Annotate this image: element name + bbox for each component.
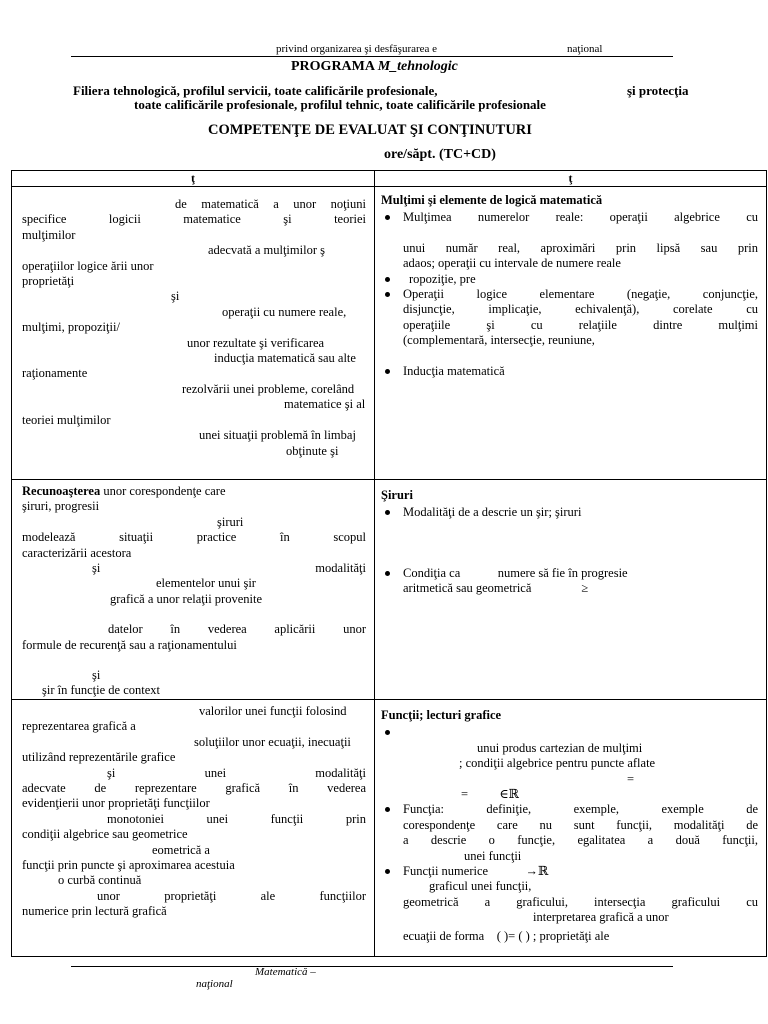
content-line (381, 787, 758, 802)
bullet-item: Operaţii logice elementare (negaţie, conjuncţie, (381, 287, 758, 302)
header-line1-right: naţional (567, 43, 603, 55)
content-line: (complementară, intersecţie, reuniune, (403, 333, 595, 348)
content-line: ; condiţii algebrice pentru puncte aflate (459, 756, 656, 771)
row3-left-line: o curbă continuă (58, 873, 142, 888)
row1-left-line: de matematică a unor noţiuni (175, 197, 366, 211)
row1-competencies (12, 187, 375, 480)
row3-left-line: valorilor unei funcţii folosind (199, 703, 347, 718)
hours-label: ore/săpt. (TC+CD) (384, 147, 496, 162)
section-title: COMPETENŢE DE EVALUAT ŞI CONŢINUTURI (208, 122, 532, 138)
footer-line1: Matematică – (255, 966, 316, 978)
row2-left-line: şir în funcţie de context (42, 683, 161, 698)
header-line1-left: privind organizarea şi desfăşurarea e (276, 43, 438, 55)
content-line: a descrie o funcţie, egalitatea a două funcţii, (403, 833, 758, 848)
bullet-item: Funcţia: definiţie, exemple, exemple de (381, 802, 758, 817)
geq-symbol: ≥ (581, 581, 589, 596)
section-title-sequences: Şiruri (381, 488, 413, 502)
row2-left-line: şiruri, progresii (22, 499, 100, 514)
row3-left-line: unor proprietăţi ale funcţiilor (97, 888, 366, 903)
content-line: geometrică a graficului, intersecţia graficului cu (403, 894, 758, 909)
row2-contents (375, 480, 767, 700)
row1-left-line: proprietăţi (22, 274, 75, 289)
col-left-header: ţ (12, 171, 375, 187)
row3-competencies (12, 699, 375, 956)
row3-left-line: evidenţierii unor proprietăţi funcţiilor (22, 796, 210, 811)
competency-table (11, 170, 767, 957)
row1-left-line: matematice şi al (284, 397, 366, 412)
row1-left-line: specifice logicii matematice şi teoriei (22, 212, 366, 227)
filiera-line2: toate calificările profesionale, profilul tehnic, toate calificările profesionale (134, 97, 546, 112)
table-row (12, 187, 767, 480)
filiera-line1-right: şi protecţia (627, 83, 689, 98)
header-rule (71, 56, 673, 57)
row1-left-line: operaţii cu numere reale, (222, 304, 347, 319)
filiera-line1: Filiera tehnologică, profilul servicii, toate calificările profesionale, (73, 83, 438, 98)
content-line: unei funcţii (464, 848, 522, 863)
row3-left-line: condiţii algebrice sau geometrice (22, 827, 188, 842)
table-row (12, 480, 767, 700)
content-line: operaţiile şi cu relaţiile dintre mulţimi (403, 317, 758, 332)
bullet-text: numere să fie în progresie (497, 565, 628, 580)
row2-left-line: modelează situaţii practice în scopul (22, 530, 366, 545)
row2-left-text: unor corespondenţe care (103, 484, 226, 498)
bullet-item: Modalităţi de a descrie un şir; şiruri (381, 505, 758, 520)
row1-contents (375, 187, 767, 480)
footer-line2: naţional (196, 978, 233, 990)
row3-left-line: monotoniei unei funcţii prin (107, 811, 366, 826)
row2-left-line: formule de recurenţă sau a raţionamentului (22, 637, 237, 652)
row1-left-text: operaţiilor logice ării unor (22, 258, 154, 273)
content-line: interpretarea grafică a unor (533, 910, 669, 925)
row2-left-line: elementelor unui şir (156, 576, 256, 591)
content-text: aritmetică sau geometrică (403, 581, 532, 596)
bullet-item: Mulţimea numerelor reale: operaţii algebrice cu (381, 210, 758, 225)
program-name: M_tehnologic (377, 59, 458, 74)
row3-left-line: adecvate de reprezentare grafică în vederea (22, 780, 366, 795)
row2-competencies (12, 480, 375, 700)
table-row (12, 699, 767, 956)
content-text: = (461, 786, 469, 801)
row2-left-bold: Recunoaşterea (22, 484, 101, 498)
content-line: graficul unei funcţii, (429, 879, 532, 894)
row3-left-line: numerice prin lectură grafică (22, 904, 167, 919)
row1-left-line: rezolvării unei probleme, corelând (182, 381, 355, 396)
row1-left-line: mulţimilor (22, 227, 76, 242)
row2-left-line: şi modalităţi (92, 561, 366, 576)
row1-left-line (22, 259, 366, 274)
row1-left-line: obţinute şi (286, 443, 339, 458)
bullet-item (381, 864, 758, 879)
content-line: corespondenţe care nu sunt funcţii, modalităţi de (403, 817, 758, 832)
row2-left-line: şiruri (217, 514, 244, 529)
row2-left-line: caracterizării acestora (22, 545, 132, 560)
row1-left-line: adecvată a mulţimilor ş (208, 243, 325, 258)
bullet-item (381, 725, 758, 740)
content-text: ; proprietăţi ale (532, 928, 610, 943)
row1-left-line: raţionamente (22, 366, 88, 381)
content-line: unui număr real, aproximări prin lipsă sau prin (403, 240, 758, 255)
bullet-item: ropoziţie, pre (381, 272, 758, 287)
section-title-logic: Mulţimi şi elemente de logică matematică (381, 193, 603, 207)
content-text: ecuaţii de forma (403, 928, 485, 943)
bullet-item (381, 566, 758, 581)
element-of-reals: ∈ℝ (499, 786, 519, 801)
row3-left-line: şi unei modalităţi (107, 765, 366, 780)
row3-contents (375, 699, 767, 956)
row3-left-line: utilizând reprezentările grafice (22, 750, 176, 765)
row3-left-line: eometrică a (152, 842, 210, 857)
maps-to-reals: →ℝ (525, 863, 549, 878)
row1-left-line: unor rezultate şi verificarea (187, 335, 325, 350)
row1-left-line: teoriei mulţimilor (22, 412, 111, 427)
bullet-item: Inducţia matematică (381, 364, 758, 379)
row3-left-line: reprezentarea grafică a (22, 719, 136, 734)
row2-left-line (22, 484, 366, 499)
content-line: adaos; operaţii cu intervale de numere reale (403, 256, 621, 271)
section-title-functions: Funcţii; lecturi grafice (381, 707, 502, 722)
row1-left-line: unei situaţii problemă în limbaj (199, 428, 356, 443)
content-line: unui produs cartezian de mulţimi (477, 740, 643, 755)
row3-left-line: funcţii prin puncte şi aproximarea acestuia (22, 857, 235, 872)
table-header-row (12, 171, 767, 187)
row2-left-line: grafică a unor relaţii provenite (110, 591, 263, 606)
content-line: disjuncţie, implicaţie, echivalenţă), corelate cu (403, 302, 758, 317)
content-line: = (627, 771, 635, 786)
row1-left-line: mulţimi, propoziţii/ (22, 320, 120, 335)
row1-left-line: inducţia matematică sau alte (214, 351, 356, 366)
program-title (291, 59, 458, 75)
footer-rule (71, 966, 673, 967)
program-prefix: PROGRAMA (291, 59, 375, 74)
bullet-text: Condiţia ca (403, 565, 461, 580)
equation-form: ( )= ( ) (496, 928, 530, 943)
col-right-header: ţ (375, 171, 767, 187)
row1-left-line: şi (171, 289, 180, 304)
content-line (381, 581, 758, 596)
bullet-text: Funcţii numerice (403, 863, 489, 878)
row2-left-line: datelor în vederea aplicării unor (108, 622, 366, 637)
row3-left-line: soluţiilor unor ecuaţii, inecuaţii (194, 734, 351, 749)
row2-left-line: şi (92, 668, 101, 683)
content-line (381, 929, 758, 944)
